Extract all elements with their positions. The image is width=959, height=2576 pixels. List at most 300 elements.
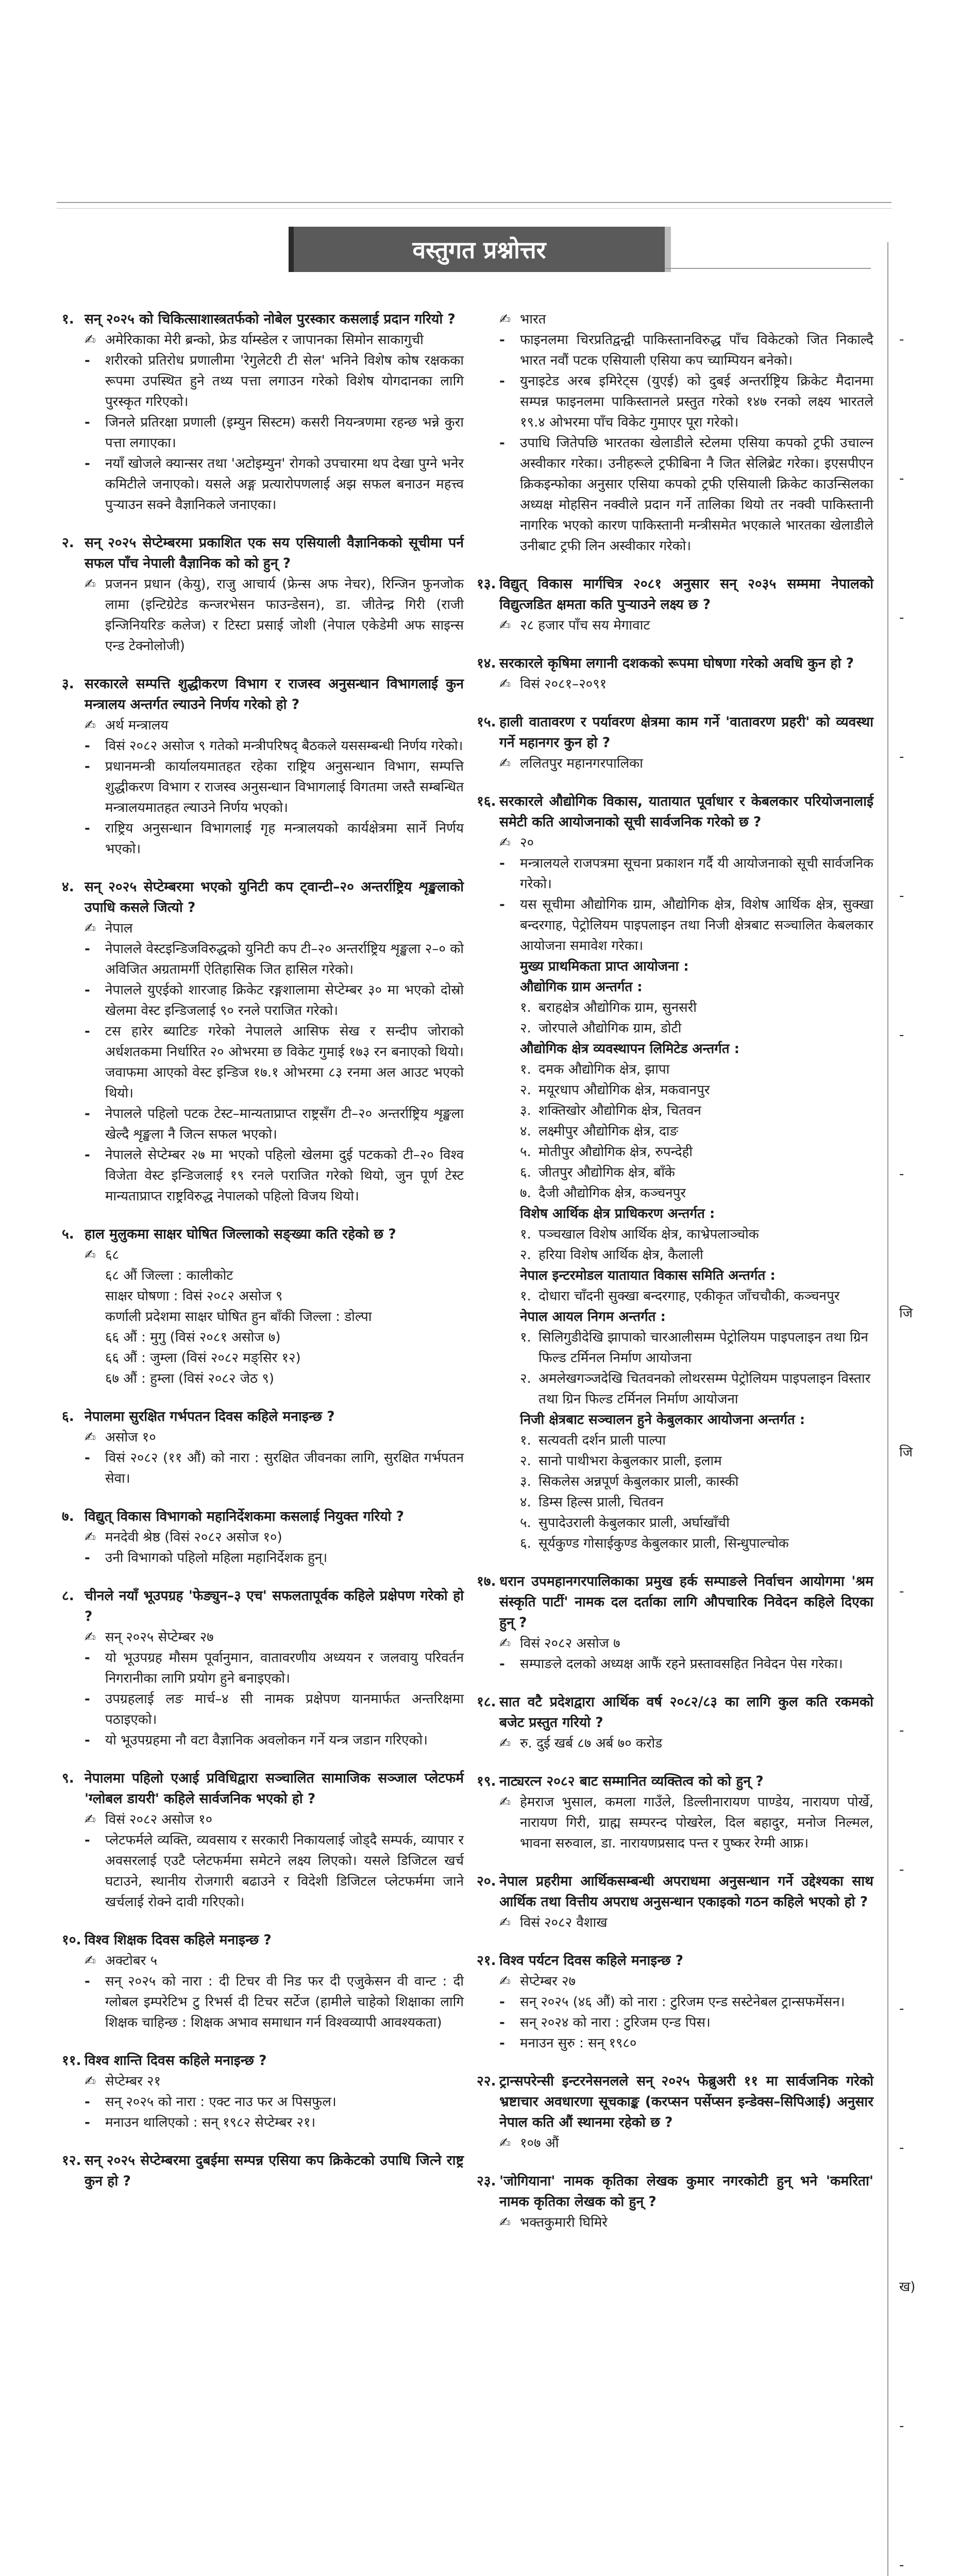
subsection-heading: नेपाल इन्टरमोडल यातायात विकास समिति अन्तर्गत : bbox=[520, 1268, 776, 1283]
subsection-heading: औद्योगिक ग्राम अन्तर्गत : bbox=[520, 979, 643, 995]
margin-mark: जि bbox=[899, 1445, 913, 1460]
question-block bbox=[477, 712, 873, 774]
answer-pen-icon: ✍ bbox=[499, 1915, 511, 1930]
question-number: २१. bbox=[477, 1953, 496, 1969]
answer-text: उनी विभागको पहिलो महिला महानिर्देशक हुन्। bbox=[105, 1550, 328, 1566]
answer-text: नेपालले वेस्टइन्डिजविरुद्धको युनिटी कप टी–२० अन्तर्राष्ट्रिय शृङ्खला २–० को अविजित अग्रतामर्गी ऐतिहासिक जित हासिल गरेको। bbox=[105, 941, 464, 977]
margin-mark: - bbox=[899, 1166, 904, 1182]
bullet-dash bbox=[85, 1368, 105, 1389]
top-blank-area bbox=[0, 0, 959, 206]
answer-text: विसं २०८१–२०९१ bbox=[520, 676, 607, 692]
answer-text: उपग्रहलाई लङ मार्च–४ सी नामक प्रक्षेपण यानमार्फत अन्तरिक्षमा पठाइएको। bbox=[105, 1691, 464, 1727]
right-column bbox=[477, 309, 873, 2233]
question-number: १५. bbox=[477, 714, 496, 730]
numbered-item bbox=[520, 1059, 873, 1080]
margin-mark: ख) bbox=[899, 2279, 916, 2295]
question-block bbox=[477, 1771, 873, 1854]
answer-text: ललितपुर महानगरपालिका bbox=[520, 756, 643, 771]
question-number: १०. bbox=[62, 1932, 81, 1948]
bullet-dash: - bbox=[85, 738, 90, 754]
question-block bbox=[62, 1930, 464, 2033]
bullet-dash: - bbox=[499, 332, 505, 348]
bullet-dash: - bbox=[85, 2094, 90, 2110]
answer-text: यो भूउपग्रह मौसम पूर्वानुमान, वातावरणीय अध्ययन र जलवायु परिवर्तन निगरानीका लागि प्रयोग हुने बनाइएको। bbox=[105, 1650, 464, 1686]
question bbox=[62, 877, 464, 918]
question-block bbox=[62, 309, 464, 515]
item-number: ६. bbox=[520, 1165, 531, 1180]
item-number: १. bbox=[520, 1000, 531, 1015]
question-text: नेपाल प्रहरीमा आर्थिकसम्बन्धी अपराधमा अनुसन्धान गर्ने उद्देश्यका साथ आर्थिक तथा वित्तीय अपराध अनुसन्धान एकाइको गठन कहिले भएको हो ? bbox=[499, 1873, 873, 1910]
answer-line bbox=[499, 309, 873, 330]
item-number: १. bbox=[520, 1227, 531, 1242]
answer-text: ६७ औं : हुम्ला (विसं २०८२ जेठ ९) bbox=[105, 1371, 275, 1386]
answer-line bbox=[85, 2112, 464, 2133]
numbered-item bbox=[520, 1451, 873, 1471]
margin-mark: - bbox=[899, 610, 904, 625]
item-text: हरिया विशेष आर्थिक क्षेत्र, कैलाली bbox=[539, 1247, 703, 1263]
question-text: विद्युत् विकास विभागको महानिर्देशकमा कसलाई नियुक्त गरियो ? bbox=[85, 1509, 405, 1524]
question-block bbox=[477, 309, 873, 556]
item-number: ४. bbox=[520, 1124, 531, 1139]
question-block bbox=[477, 1871, 873, 1933]
question-number: ६. bbox=[62, 1409, 74, 1425]
bullet-dash: - bbox=[85, 1733, 90, 1748]
answer-line bbox=[85, 1245, 464, 1265]
question-block bbox=[62, 1586, 464, 1751]
answer-line bbox=[85, 2092, 464, 2112]
answer-line bbox=[85, 918, 464, 939]
numbered-item bbox=[520, 1471, 873, 1492]
question-number: १४. bbox=[477, 655, 496, 671]
answer-line bbox=[85, 574, 464, 656]
answer-text: राष्ट्रिय अनुसन्धान विभागलाई गृह मन्त्रालयको कार्यक्षेत्रमा सार्ने निर्णय भएको। bbox=[105, 821, 464, 857]
item-text: सानो पाथीभरा केबुलकार प्राली, इलाम bbox=[539, 1453, 722, 1469]
answer-text: विसं २०८२ असोज ९ गतेको मन्त्रीपरिषद् बैठकले यससम्बन्धी निर्णय गरेको। bbox=[105, 738, 463, 754]
question-number: ९. bbox=[62, 1770, 74, 1786]
question-block bbox=[62, 1768, 464, 1912]
answer-line bbox=[499, 2212, 873, 2233]
answer-text: प्रधानमन्त्री कार्यालयमातहत रहेका राष्ट्रिय अनुसन्धान विभाग, सम्पत्ति शुद्धीकरण विभाग र राजस्व अनुसन्धान विभागलाई विगतमा जस्तै सम्बन्धित मन्त्रालयमातहत ल्याउने निर्णय भएको। bbox=[105, 759, 464, 816]
numbered-item bbox=[520, 1100, 873, 1121]
answer-line bbox=[499, 371, 873, 433]
answer-pen-icon: ✍ bbox=[85, 2074, 96, 2089]
answer-line bbox=[85, 939, 464, 980]
item-number: १. bbox=[520, 1289, 531, 1304]
bullet-dash: - bbox=[85, 456, 90, 471]
answer-line bbox=[499, 433, 873, 556]
numbered-item bbox=[520, 1533, 873, 1554]
question bbox=[477, 653, 873, 674]
bullet-dash: - bbox=[85, 982, 90, 998]
answer-text: अर्थ मन्त्रालय bbox=[105, 718, 169, 733]
bullet-dash bbox=[85, 1327, 105, 1348]
answer-pen-icon: ✍ bbox=[499, 676, 511, 692]
answer-text: अक्टोबर ५ bbox=[105, 1953, 158, 1969]
item-number: ७. bbox=[520, 1185, 531, 1201]
bullet-dash: - bbox=[85, 821, 90, 836]
item-number: १. bbox=[520, 1433, 531, 1448]
answer-text: मनदेवी श्रेष्ठ (विसं २०८२ असोज १०) bbox=[105, 1530, 282, 1545]
numbered-item bbox=[520, 1121, 873, 1142]
question-number: ११. bbox=[62, 2053, 81, 2069]
item-text: दैजी औद्योगिक क्षेत्र, कञ्चनपुर bbox=[539, 1185, 686, 1201]
numbered-item bbox=[520, 1162, 873, 1183]
numbered-item bbox=[520, 1224, 873, 1245]
answer-pen-icon: ✍ bbox=[499, 1794, 511, 1810]
bullet-dash: - bbox=[85, 1691, 90, 1707]
answer-line bbox=[85, 1527, 464, 1548]
answer-text: टस हारेर ब्याटिङ गरेको नेपालले आसिफ सेख र सन्दीप जोराको अर्धशतकमा निर्धारित २० ओभरमा छ विकेट गुमाई १७३ रन बनाएको थियो। जवाफमा आएको वेस्ट इन्डिज १७.१ ओभरमा ८३ रनमा अल आउट भएको थियो। bbox=[105, 1024, 464, 1101]
item-number: १. bbox=[520, 1330, 531, 1345]
answer-line bbox=[85, 1951, 464, 1971]
answer-text: प्लेटफर्मले व्यक्ति, व्यवसाय र सरकारी निकायलाई जोड्दै सम्पर्क, व्यापार र अवसरलाई एउटै प्लेटफर्ममा समेटने लक्ष्य लिएको। यसले डिजिटल खर्च घटाउने, स्थानीय रोजगारी बढाउने र विदेशी डिजिटल प्लेटफर्ममा जाने खर्चलाई रोक्ने दावी गरिएको। bbox=[105, 1833, 464, 1910]
answer-line bbox=[499, 753, 873, 774]
margin-mark: - bbox=[899, 1584, 904, 1599]
bullet-dash: - bbox=[85, 2115, 90, 2130]
question-number: ३. bbox=[62, 676, 74, 692]
bullet-dash: - bbox=[499, 856, 505, 871]
question-text: हाली वातावरण र पर्यावरण क्षेत्रमा काम गर्ने 'वातावरण प्रहरी' को व्यवस्था गर्ने महानगर कुन हो ? bbox=[499, 714, 873, 751]
question bbox=[62, 1224, 464, 1245]
question bbox=[477, 712, 873, 753]
bullet-dash: - bbox=[499, 1656, 505, 1672]
question-text: ट्रान्सपरेन्सी इन्टरनेसनलले सन् २०२५ फेब्रुअरी ११ मा सार्वजनिक गरेको भ्रष्टाचार अवधारणा सूचकाङ्क (करप्सन पर्सेप्सन इन्डेक्स–सिपिआई) अनुसार नेपाल कति औं स्थानमा रहेको छ ? bbox=[499, 2073, 873, 2130]
answer-line bbox=[85, 756, 464, 818]
answer-text: नयाँ खोजले क्यान्सर तथा 'अटोइम्युन' रोगको उपचारमा थप देखा पुग्ने भनेर कमिटीले जनाएको। यसले अङ्ग प्रत्यारोपणलाई अझ सफल बनाउन महत्त्व पुऱ्याउन सक्ने वैज्ञानिकले जनाएका। bbox=[105, 456, 464, 513]
answer-text: नेपाल bbox=[105, 921, 133, 936]
subsection-heading: निजी क्षेत्रबाट सञ्चालन हुने केबुलकार आयोजना अन्तर्गत : bbox=[520, 1412, 805, 1428]
question-text: विश्व शान्ति दिवस कहिले मनाइन्छ ? bbox=[85, 2053, 267, 2069]
numbered-item bbox=[520, 997, 873, 1018]
question-text: सात वटै प्रदेशद्वारा आर्थिक वर्ष २०८२/८३ का लागि कुल कति रकमको बजेट प्रस्तुत गरियो ? bbox=[499, 1694, 873, 1731]
item-number: १. bbox=[520, 1062, 531, 1077]
question-number: १२. bbox=[62, 2153, 81, 2168]
answer-text: सम्पाङले दलको अध्यक्ष आफैं रहने प्रस्तावसहित निवेदन पेस गरेका। bbox=[520, 1656, 843, 1672]
bullet-dash: - bbox=[85, 1833, 90, 1848]
answer-text: मनाउन थालिएको : सन् १९८२ सेप्टेम्बर २१। bbox=[105, 2115, 316, 2130]
answer-text: प्रजनन प्रधान (केयु), राजु आचार्य (फ्रेन्स अफ नेचर), रिन्जिन फुनजोक लामा (इन्टिग्रेटेड कन्जरभेसन फाउन्डेसन), डा. जीतेन्द्र गिरी (राजी इन्जिनियरिङ कलेज) र टिस्टा प्रसाई जोशी (नेपाल एकेडेमी अफ साइन्स एन्ड टेक्नोलोजी) bbox=[105, 577, 464, 654]
answer-line bbox=[85, 2071, 464, 2092]
answer-pen-icon: ✍ bbox=[499, 2215, 511, 2230]
bullet-dash bbox=[85, 1286, 105, 1307]
question-text: नेपालमा सुरक्षित गर्भपतन दिवस कहिले मनाइन्छ ? bbox=[85, 1409, 335, 1425]
answer-line bbox=[499, 1792, 873, 1854]
subsection-heading: विशेष आर्थिक क्षेत्र प्राधिकरण अन्तर्गत : bbox=[520, 1206, 715, 1222]
right-margin-rule bbox=[887, 242, 888, 2576]
item-text: मोतीपुर औद्योगिक क्षेत्र, रुपन्देही bbox=[539, 1144, 693, 1160]
margin-mark: - bbox=[899, 1862, 904, 1877]
answer-line bbox=[499, 1733, 873, 1754]
answer-text: विसं २०८२ (११ औं) को नारा : सुरक्षित जीवनका लागि, सुरक्षित गर्भपतन सेवा। bbox=[105, 1450, 464, 1486]
bullet-dash: - bbox=[85, 1550, 90, 1566]
question bbox=[62, 2150, 464, 2192]
question-number: १७. bbox=[477, 1573, 496, 1589]
item-text: शक्तिखोर औद्योगिक क्षेत्र, चितवन bbox=[539, 1103, 701, 1118]
answer-text: शरीरको प्रतिरोध प्रणालीमा 'रेगुलेटरी टी सेल' भनिने विशेष कोष रक्षकका रूपमा उपस्थित हुने तथ्य पत्ता लगाउन गरेको विशेष योगदानका लागि पुरस्कृत गरिएको। bbox=[105, 353, 464, 410]
item-number: ५. bbox=[520, 1144, 531, 1160]
answer-pen-icon: ✍ bbox=[85, 577, 96, 592]
question bbox=[477, 2071, 873, 2133]
answer-text: अमेरिकाका मेरी ब्रन्को, फ्रेड र्याम्स्डेल र जापानका सिमोन साकागुची bbox=[105, 332, 424, 348]
answer-line bbox=[499, 615, 873, 636]
item-text: डिम्स हिल्स प्राली, चितवन bbox=[539, 1495, 664, 1510]
answer-line bbox=[499, 833, 873, 853]
numbered-item bbox=[520, 1513, 873, 1533]
question-block bbox=[62, 1506, 464, 1568]
answer-line bbox=[499, 1992, 873, 2012]
subsection-heading: नेपाल आयल निगम अन्तर्गत : bbox=[520, 1309, 666, 1325]
section-title: वस्तुगत प्रश्नोत्तर bbox=[412, 236, 546, 264]
bullet-dash: - bbox=[85, 1974, 90, 1989]
question-text: नाट्यरत्न २०८२ बाट सम्मानित व्यक्तित्व को को हुन् ? bbox=[499, 1773, 764, 1789]
question-number: १. bbox=[62, 311, 74, 327]
answer-text: २८ हजार पाँच सय मेगावाट bbox=[520, 618, 650, 633]
bullet-dash: - bbox=[85, 1450, 90, 1466]
item-text: मयूरधाप औद्योगिक क्षेत्र, मकवानपुर bbox=[539, 1082, 710, 1098]
answer-line bbox=[499, 894, 873, 956]
bullet-dash: - bbox=[499, 2015, 505, 2030]
question-text: सरकारले सम्पत्ति शुद्धीकरण विभाग र राजस्व अनुसन्धान विभागलाई कुन मन्त्रालय अन्तर्गत ल्याउने निर्णय गरेको हो ? bbox=[85, 676, 464, 713]
answer-line bbox=[85, 1327, 464, 1348]
answer-pen-icon: ✍ bbox=[499, 618, 511, 633]
item-text: सिलिगुडीदेखि झापाको चारआलीसम्म पेट्रोलियम पाइपलाइन तथा ग्रिन फिल्ड टर्मिनल निर्माण आयोजना bbox=[539, 1330, 868, 1366]
numbered-item bbox=[520, 1327, 873, 1368]
answer-text: युनाइटेड अरब इमिरेट्स (युएई) को दुबई अन्तर्राष्ट्रिय क्रिकेट मैदानमा सम्पन्न फाइनलमा पाकिस्तानले प्रस्तुत गरेको १४७ रनको लक्ष्य भारतले १९.४ ओभरमा पाँच विकेट गुमाएर पूरा गरेको। bbox=[520, 374, 873, 430]
question-number: ५. bbox=[62, 1226, 74, 1242]
answer-line bbox=[85, 1104, 464, 1145]
answer-line bbox=[85, 980, 464, 1021]
question-text: विश्व शिक्षक दिवस कहिले मनाइन्छ ? bbox=[85, 1932, 272, 1948]
numbered-item bbox=[520, 1368, 873, 1410]
margin-mark: - bbox=[899, 2001, 904, 2016]
item-text: जोरपाले औद्योगिक ग्राम, डोटी bbox=[539, 1021, 682, 1036]
item-number: २. bbox=[520, 1453, 531, 1469]
answer-pen-icon: ✍ bbox=[85, 1953, 96, 1969]
answer-text: यस सूचीमा औद्योगिक ग्राम, औद्योगिक क्षेत्र, विशेष आर्थिक क्षेत्र, सुक्खा बन्दरगाह, पेट्रोलियम पाइपलाइन तथा निजी क्षेत्रबाट सञ्चालित केबलकार आयोजना समावेश गरेका। bbox=[520, 897, 873, 954]
question-text: 'जोगियाना' नामक कृतिका लेखक कुमार नगरकोटी हुन् भने 'कमरिता' नामक कृतिका लेखक को हुन् ? bbox=[499, 2173, 873, 2210]
question-block bbox=[477, 653, 873, 694]
answer-line bbox=[85, 1548, 464, 1568]
answer-line bbox=[85, 1307, 464, 1327]
item-text: पञ्चखाल विशेष आर्थिक क्षेत्र, काभ्रेपलाञ्चोक bbox=[539, 1227, 759, 1242]
answer-text: सन् २०२५ को नारा : दी टिचर वी निड फर दी एजुकेसन वी वान्ट : दी ग्लोबल इम्परेटिभ टु रिभर्स दी टिचर सर्टेज (हामीले चाहेको शिक्षाका लागि शिक्षक चाहिन्छ : शिक्षक अभाव समाधान गर्न विश्वव्यापी आवश्यकता) bbox=[105, 1974, 464, 2030]
answer-line bbox=[499, 1633, 873, 1654]
answer-text: सन् २०२५ को नारा : एक्ट नाउ फर अ पिसफुल। bbox=[105, 2094, 337, 2110]
subsection-heading: मुख्य प्राथमिकता प्राप्त आयोजना : bbox=[520, 959, 689, 974]
bullet-dash: - bbox=[85, 941, 90, 957]
answer-line bbox=[85, 1348, 464, 1368]
answer-line bbox=[85, 736, 464, 756]
question bbox=[62, 533, 464, 574]
question-text: सरकारले औद्योगिक विकास, यातायात पूर्वाधार र केबलकार परियोजनालाई समेटी कति आयोजनाको सूची सार्वजनिक गरेको छ ? bbox=[499, 793, 874, 830]
answer-text: नेपालले युएईको शारजाह क्रिकेट रङ्गशालामा सेप्टेम्बर ३० मा भएको दोस्रो खेलमा वेस्ट इन्डिजलाई ९० रनले पराजित गरेको। bbox=[105, 982, 464, 1019]
item-number: ६. bbox=[520, 1536, 531, 1551]
answer-line bbox=[499, 2133, 873, 2154]
question bbox=[477, 791, 873, 833]
item-number: २. bbox=[520, 1021, 531, 1036]
answer-text: १०७ औं bbox=[520, 2136, 559, 2151]
question-text: धरान उपमहानगरपालिकाका प्रमुख हर्क सम्पाङले निर्वाचन आयोगमा 'श्रम संस्कृति पार्टी' नामक दल दर्ताका लागि औपचारिक निवेदन कहिले दिएका हुन् ? bbox=[499, 1573, 873, 1631]
bullet-dash: - bbox=[85, 415, 90, 430]
answer-line bbox=[85, 330, 464, 350]
answer-text: मनाउन सुरु : सन् १९८० bbox=[520, 2036, 637, 2051]
question-number: १८. bbox=[477, 1694, 496, 1710]
bullet-dash: - bbox=[85, 1650, 90, 1666]
item-text: जीतपुर औद्योगिक क्षेत्र, बाँके bbox=[539, 1165, 675, 1180]
answer-text: नेपालले पहिलो पटक टेस्ट–मान्यताप्राप्त राष्ट्रसँग टी–२० अन्तर्राष्ट्रिय शृङ्खला खेल्दै शृङ्खला नै जित्न सफल भएको। bbox=[105, 1106, 464, 1142]
answer-pen-icon: ✍ bbox=[85, 1430, 96, 1445]
bullet-dash: - bbox=[85, 353, 90, 368]
left-column bbox=[62, 309, 464, 2192]
answer-line bbox=[85, 715, 464, 736]
answer-text: जिनले प्रतिरक्षा प्रणाली (इम्युन सिस्टम) कसरी नियन्त्रणमा रहन्छ भन्ने कुरा पत्ता लगाएका। bbox=[105, 415, 464, 451]
question-block bbox=[62, 2050, 464, 2133]
item-number: ३. bbox=[520, 1103, 531, 1118]
margin-mark: - bbox=[899, 888, 904, 904]
answer-line bbox=[85, 1809, 464, 1830]
answer-text: ६८ औं जिल्ला : कालीकोट bbox=[105, 1268, 233, 1283]
answer-text: सन् २०२५ सेप्टेम्बर २७ bbox=[105, 1630, 214, 1645]
answer-text: सन् २०२५ (४६ औं) को नारा : टुरिजम एन्ड सस्टेनेबल ट्रान्सफर्मेसन। bbox=[520, 1994, 845, 2010]
item-number: २. bbox=[520, 1247, 531, 1263]
bullet-dash: - bbox=[85, 759, 90, 774]
question-block bbox=[477, 1692, 873, 1754]
question bbox=[477, 1771, 873, 1792]
question-number: १३. bbox=[477, 576, 496, 592]
question bbox=[62, 2050, 464, 2071]
question-number: २. bbox=[62, 535, 74, 551]
answer-text: सेप्टेम्बर २१ bbox=[105, 2074, 161, 2089]
margin-mark: - bbox=[899, 471, 904, 486]
numbered-item bbox=[520, 1080, 873, 1100]
section-header bbox=[289, 227, 665, 272]
question-text: विद्युत् विकास मार्गचित्र २०८१ अनुसार सन् २०३५ सम्ममा नेपालको विद्युत्जडित क्षमता कति पुऱ्याउने लक्ष्य छ ? bbox=[499, 576, 873, 613]
subsection-heading: औद्योगिक क्षेत्र व्यवस्थापन लिमिटेड अन्तर्गत : bbox=[520, 1041, 740, 1057]
bullet-dash: - bbox=[499, 374, 505, 389]
item-text: बराहक्षेत्र औद्योगिक ग्राम, सुनसरी bbox=[539, 1000, 697, 1015]
question bbox=[62, 674, 464, 715]
answer-text: विसं २०८२ असोज १० bbox=[105, 1812, 213, 1827]
question bbox=[477, 1951, 873, 1971]
question-block bbox=[62, 877, 464, 1207]
question-text: हाल मुलुकमा साक्षर घोषित जिल्लाको सङ्ख्या कति रहेको छ ? bbox=[85, 1226, 396, 1242]
question bbox=[477, 574, 873, 615]
answer-line bbox=[85, 1286, 464, 1307]
answer-line bbox=[499, 853, 873, 894]
item-number: २. bbox=[520, 1082, 531, 1098]
question bbox=[62, 1586, 464, 1627]
answer-line bbox=[499, 2012, 873, 2033]
answer-pen-icon: ✍ bbox=[85, 1530, 96, 1545]
answer-pen-icon: ✍ bbox=[499, 1974, 511, 1989]
answer-text: विसं २०८२ वैशाख bbox=[520, 1915, 608, 1930]
answer-text: भारत bbox=[520, 312, 546, 327]
question-number: २३. bbox=[477, 2173, 496, 2189]
question-text: सन् २०२५ सेप्टेम्बरमा भएको युनिटी कप ट्वान्टी–२० अन्तर्राष्ट्रिय शृङ्खलाको उपाधि कसले जित्यो ? bbox=[85, 879, 464, 916]
margin-mark: - bbox=[899, 1027, 904, 1043]
numbered-item bbox=[520, 1245, 873, 1265]
question-number: ८. bbox=[62, 1588, 74, 1604]
answer-line bbox=[85, 1830, 464, 1912]
item-number: ३. bbox=[520, 1474, 531, 1489]
question bbox=[62, 1506, 464, 1527]
answer-pen-icon: ✍ bbox=[85, 1247, 96, 1263]
item-text: दमक औद्योगिक क्षेत्र, झापा bbox=[539, 1062, 670, 1077]
answer-text: हेमराज भुसाल, कमला गाउँले, डिल्लीनारायण पाण्डेय, नारायण पोर्खे, नारायण गिरी, ग्राह्म सम्परन्द पोखरेल, दिल बहादुर, मनोज निल्मल, भावना सरुवाल, डा. नारायणप्रसाद पन्त र पुष्कर रेग्मी आफ्र। bbox=[520, 1794, 873, 1851]
answer-pen-icon: ✍ bbox=[85, 1630, 96, 1645]
bullet-dash bbox=[85, 1307, 105, 1327]
answer-line bbox=[499, 1654, 873, 1674]
question-block bbox=[62, 533, 464, 656]
item-text: सत्यवती दर्शन प्राली पाल्पा bbox=[539, 1433, 666, 1448]
question bbox=[477, 1571, 873, 1633]
question-block bbox=[62, 2150, 464, 2192]
question-text: सन् २०२५ सेप्टेम्बरमा प्रकाशित एक सय एसियाली वैज्ञानिकको सूचीमा पर्न सफल पाँच नेपाली वैज्ञानिक को को हुन् ? bbox=[85, 535, 464, 571]
answer-pen-icon: ✍ bbox=[85, 1812, 96, 1827]
top-rule-thin bbox=[57, 208, 891, 209]
question-text: सन् २०२५ को चिकित्साशास्त्रतर्फको नोबेल पुरस्कार कसलाई प्रदान गरियो ? bbox=[85, 311, 456, 327]
margin-mark: - bbox=[899, 2418, 904, 2434]
numbered-item bbox=[520, 1183, 873, 1204]
answer-pen-icon: ✍ bbox=[499, 1736, 511, 1751]
question-text: सरकारले कृषिमा लगानी दशकको रूपमा घोषणा गरेको अवधि कुन हो ? bbox=[499, 655, 854, 671]
question-number: १९. bbox=[477, 1773, 496, 1789]
question-block bbox=[477, 574, 873, 636]
bullet-dash: - bbox=[499, 2036, 505, 2051]
question-number: ७. bbox=[62, 1509, 74, 1524]
question-text: चीनले नयाँ भूउपग्रह 'फेङ्युन–३ एच' सफलतापूर्वक कहिले प्रक्षेपण गरेको हो ? bbox=[85, 1588, 464, 1624]
answer-pen-icon: ✍ bbox=[85, 921, 96, 936]
answer-line bbox=[499, 1912, 873, 1933]
question-number: २०. bbox=[477, 1873, 496, 1889]
answer-line bbox=[499, 330, 873, 371]
answer-line bbox=[85, 1627, 464, 1648]
answer-line bbox=[85, 1730, 464, 1751]
answer-line bbox=[85, 350, 464, 412]
answer-text: कर्णाली प्रदेशमा साक्षर घोषित हुन बाँकी जिल्ला : डोल्पा bbox=[105, 1309, 372, 1325]
item-text: सुपादेउराली केबुलकार प्राली, अर्घाखाँची bbox=[539, 1515, 730, 1531]
answer-text: मन्त्रालयले राजपत्रमा सूचना प्रकाशन गर्दै यी आयोजनाको सूची सार्वजनिक गरेको। bbox=[520, 856, 873, 892]
numbered-item bbox=[520, 1142, 873, 1162]
answer-line bbox=[499, 1971, 873, 1992]
question-text: नेपालमा पहिलो एआई प्रविधिद्वारा सञ्चालित सामाजिक सञ्जाल प्लेटफर्म 'ग्लोबल डायरी' कहिले सार्वजनिक भएको हो ? bbox=[85, 1770, 464, 1807]
answer-line bbox=[85, 1689, 464, 1730]
answer-pen-icon: ✍ bbox=[499, 756, 511, 771]
bullet-dash: - bbox=[85, 1024, 90, 1039]
margin-mark: - bbox=[899, 332, 904, 347]
question-block bbox=[62, 674, 464, 859]
answer-text: फाइनलमा चिरप्रतिद्वन्द्वी पाकिस्तानविरुद्ध पाँच विकेटको जित निकाल्दै भारत नवौं पटक एसियाली एसिया कप च्याम्पियन बनेको। bbox=[520, 332, 873, 368]
item-text: सिकलेस अन्नपूर्ण केबुलकार प्राली, कास्की bbox=[539, 1474, 739, 1489]
numbered-item bbox=[520, 1286, 873, 1307]
answer-text: सन् २०२४ को नारा : टुरिजम एन्ड पिस। bbox=[520, 2015, 711, 2030]
margin-mark: - bbox=[899, 2557, 904, 2573]
question bbox=[62, 1930, 464, 1951]
answer-line bbox=[85, 453, 464, 515]
answer-text: रु. दुई खर्ब ८७ अर्ब ७० करोड bbox=[520, 1736, 663, 1751]
numbered-item bbox=[520, 1492, 873, 1513]
answer-text: २० bbox=[520, 835, 534, 851]
answer-text: असोज १० bbox=[105, 1430, 156, 1445]
question-block bbox=[62, 1224, 464, 1389]
answer-line bbox=[85, 818, 464, 859]
item-text: अमलेखगञ्जदेखि चितवनको लोथरसम्म पेट्रोलियम पाइपलाइन विस्तार तथा ग्रिन फिल्ड टर्मिनल निर्माण आयोजना bbox=[539, 1371, 871, 1407]
answer-text: विसं २०८२ असोज ७ bbox=[520, 1636, 620, 1651]
question-number: १६. bbox=[477, 793, 496, 809]
question bbox=[477, 1871, 873, 1912]
question-block bbox=[477, 2071, 873, 2154]
answer-text: भक्तकुमारी घिमिरे bbox=[520, 2215, 608, 2230]
